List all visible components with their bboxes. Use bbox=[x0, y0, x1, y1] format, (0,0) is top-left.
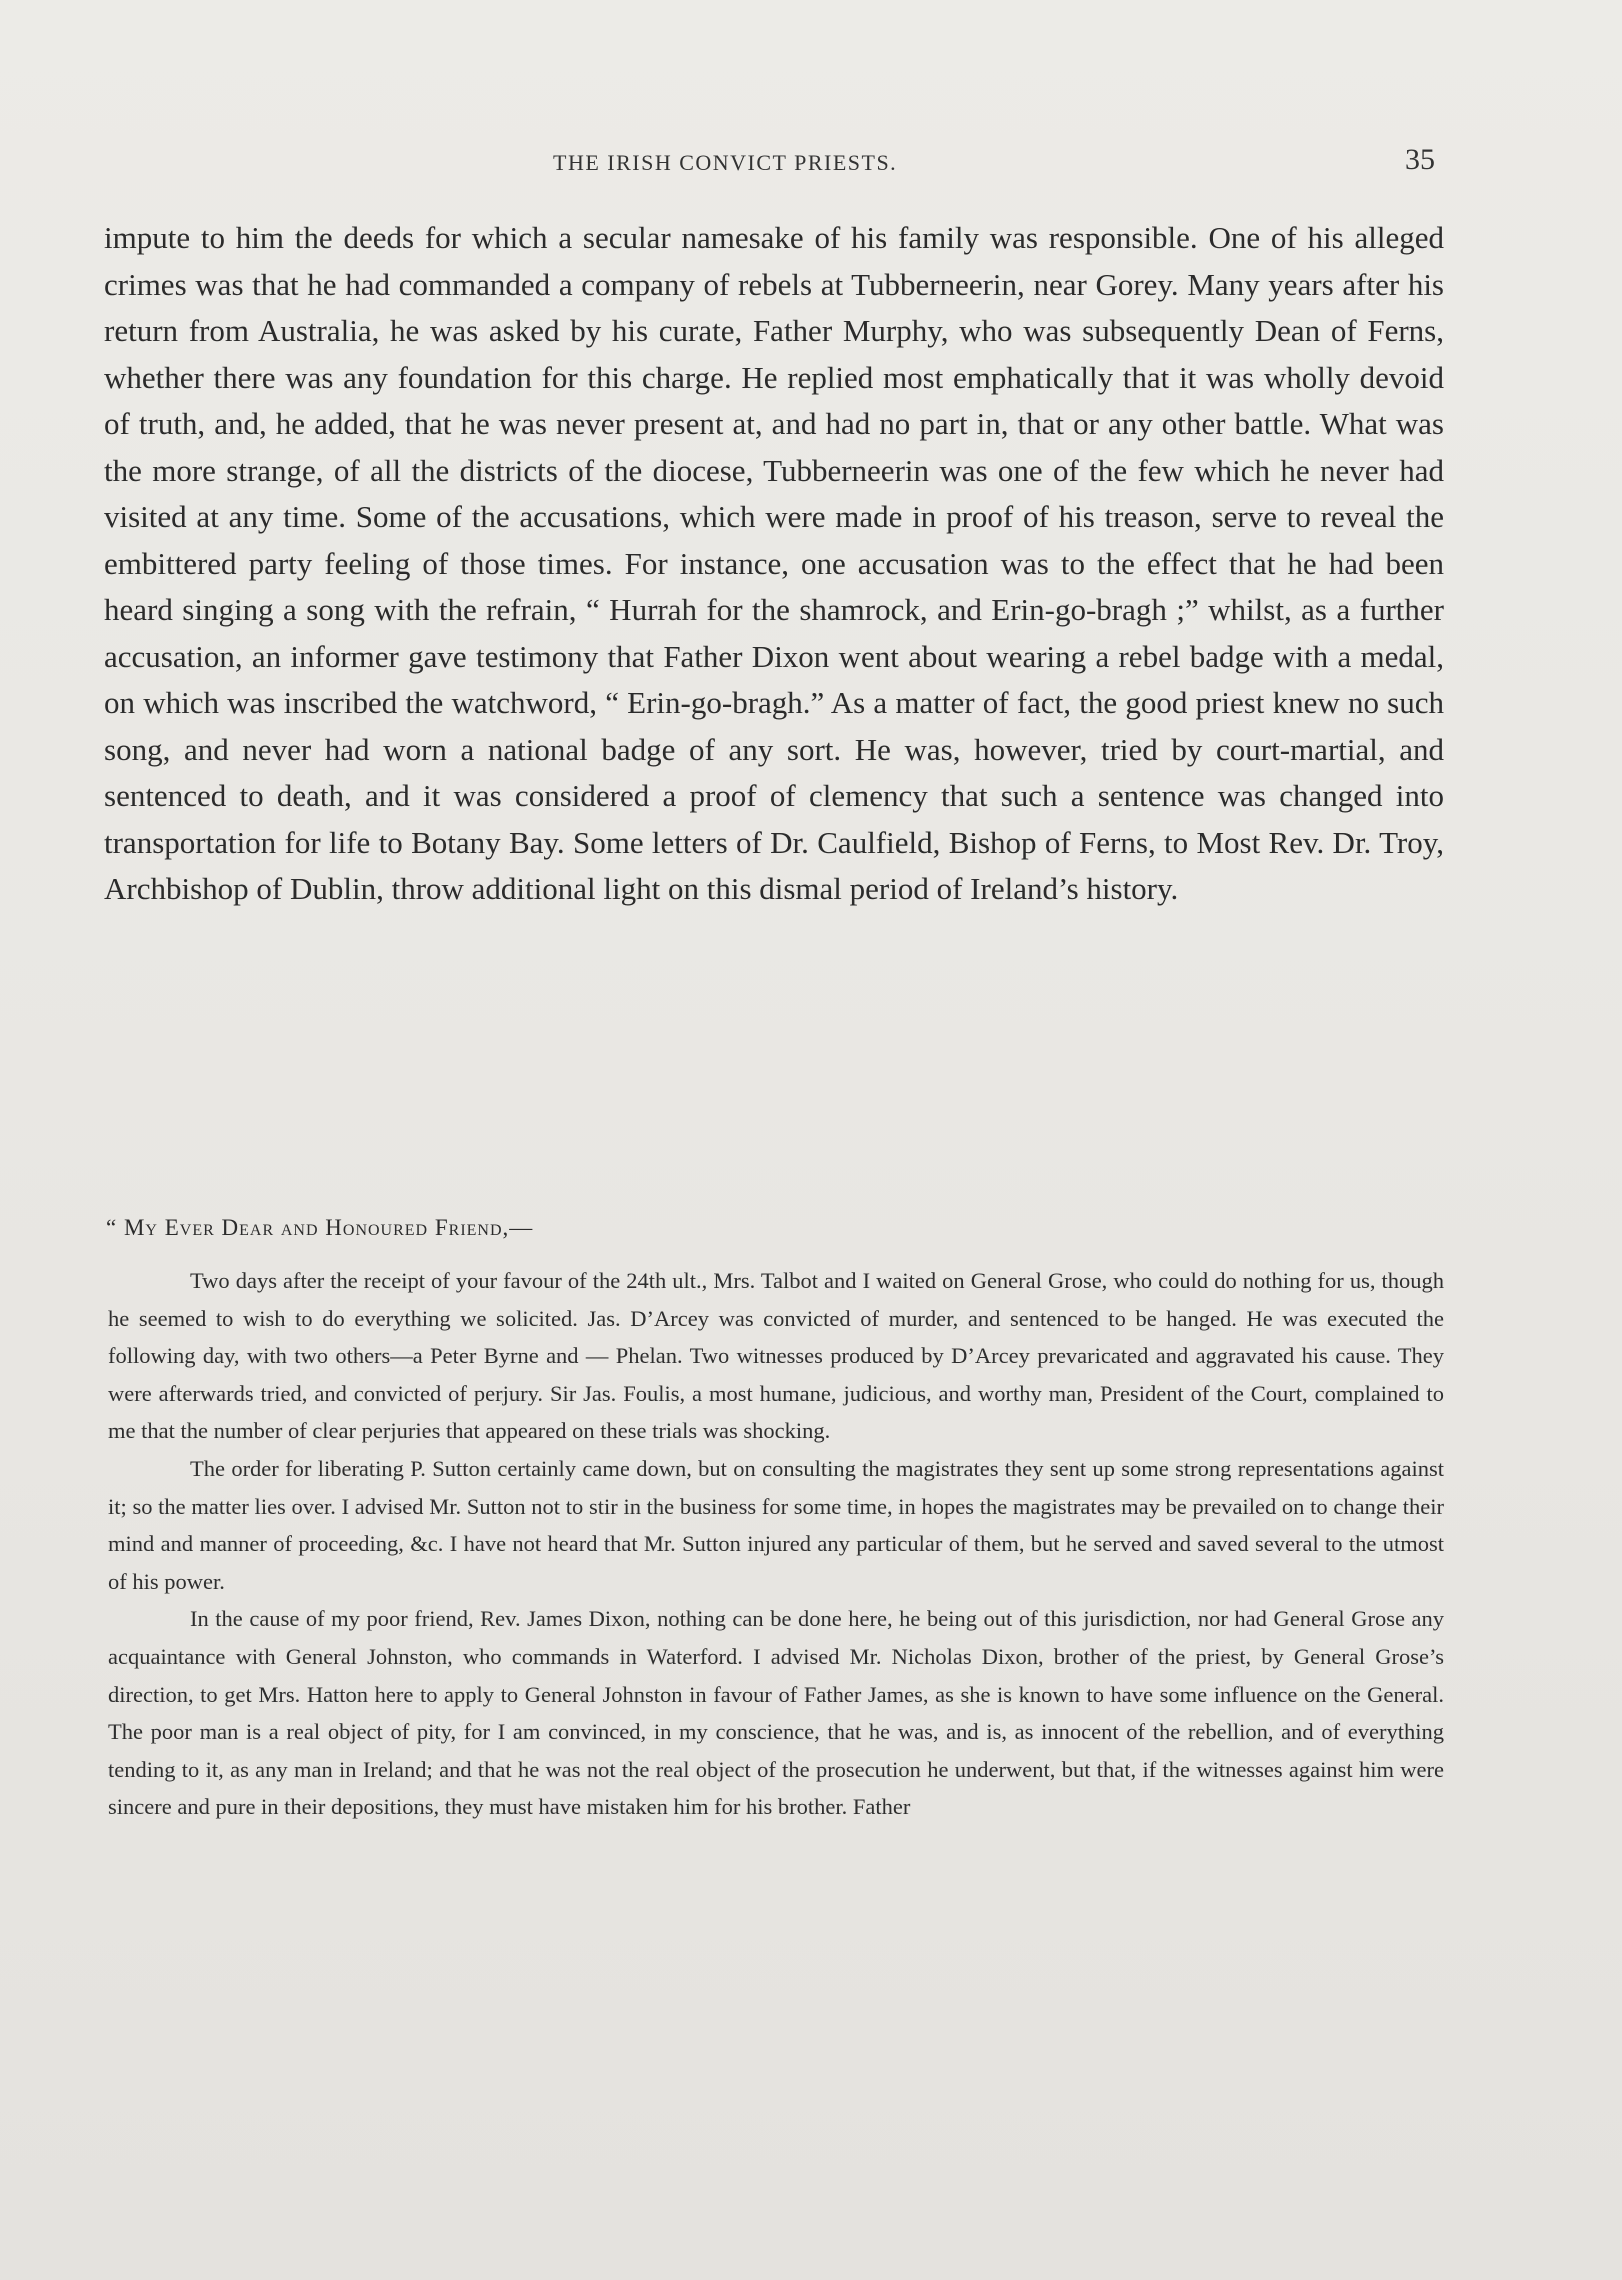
letter-salutation: “ My Ever Dear and Honoured Friend,— bbox=[106, 1215, 534, 1240]
letter-paragraph: Two days after the receipt of your favour of the 24th ult., Mrs. Talbot and I waited on General Grose, who could do nothing for us, though he seemed to wish to do everything we solicited. Jas. D’Arcey was convicted of murder, and sentenced to be hanged. He was executed the following day, with two others—a Peter Byrne and — Phelan. Two witnesses produced by D’Arcey prevaricated and aggravated his cause. They were afterwards tried, and convicted of perjury. Sir Jas. Foulis, a most humane, judicious, and worthy man, President of the Court, complained to me that the number of clear perjuries that appeared on these trials was shocking. bbox=[108, 1268, 1444, 1444]
letter-paragraph: In the cause of my poor friend, Rev. James Dixon, nothing can be done here, he being out of this jurisdiction, nor had General Grose any acquaintance with General Johnston, who commands in Waterford. I advised Mr. Nicholas Dixon, brother of the priest, by General Grose’s direction, to get Mrs. Hatton here to apply to General Johnston in favour of Father James, as she is known to have some influence on the General. The poor man is a real object of pity, for I am convinced, in my conscience, that he was, and is, as innocent of the rebellion, and of everything tending to it, as any man in Ireland; and that he was not the real object of the prosecution he underwent, but that, if the witnesses against him were sincere and pure in their depositions, they must have mistaken him for his brother. Father bbox=[108, 1606, 1444, 1820]
running-head: THE IRISH CONVICT PRIESTS. bbox=[553, 150, 898, 175]
page-number: 35 bbox=[1405, 143, 1435, 176]
letter-paragraph: The order for liberating P. Sutton certainly came down, but on consulting the magistrates they sent up some strong representations against it; so the matter lies over. I advised Mr. Sutton not to stir in the business for some time, in hopes the magistrates may be prevailed on to change their mind and manner of proceeding, &c. I have not heard that Mr. Sutton injured any particular of them, but he served and saved several to the utmost of his power. bbox=[108, 1455, 1444, 1594]
main-paragraph: impute to him the deeds for which a secular namesake of his family was responsible. One of his alleged crimes was that he had commanded a company of rebels at Tubberneerin, near Gorey. Many years after his return from Australia, he was asked by his curate, Father Murphy, who was subsequently Dean of Ferns, whether there was any foundation for this charge. He replied most emphatically that it was wholly devoid of truth, and, he added, that he was never present at, and had no part in, that or any other battle. What was the more strange, of all the districts of the diocese, Tubberneerin was one of the few which he never had visited at any time. Some of the accusations, which were made in proof of his treason, serve to reveal the embittered party feeling of those times. For instance, one accusation was to the effect that he had been heard singing a song with the refrain, “ Hurrah for the shamrock, and Erin-go-bragh ;” whilst, as a further accusation, an informer gave testimony that Father Dixon went about wearing a rebel badge with a medal, on which was inscribed the watchword, “ Erin-go-bragh.” As a matter of fact, the good priest knew no such song, and never had worn a national badge of any sort. He was, however, tried by court-martial, and sentenced to death, and it was considered a proof of clemency that such a sentence was changed into transportation for life to Botany Bay. Some letters of Dr. Caulfield, Bishop of Ferns, to Most Rev. Dr. Troy, Archbishop of Dublin, throw additional light on this dismal period of Ireland’s history. bbox=[104, 220, 1444, 906]
letter-body bbox=[108, 1262, 1444, 1826]
